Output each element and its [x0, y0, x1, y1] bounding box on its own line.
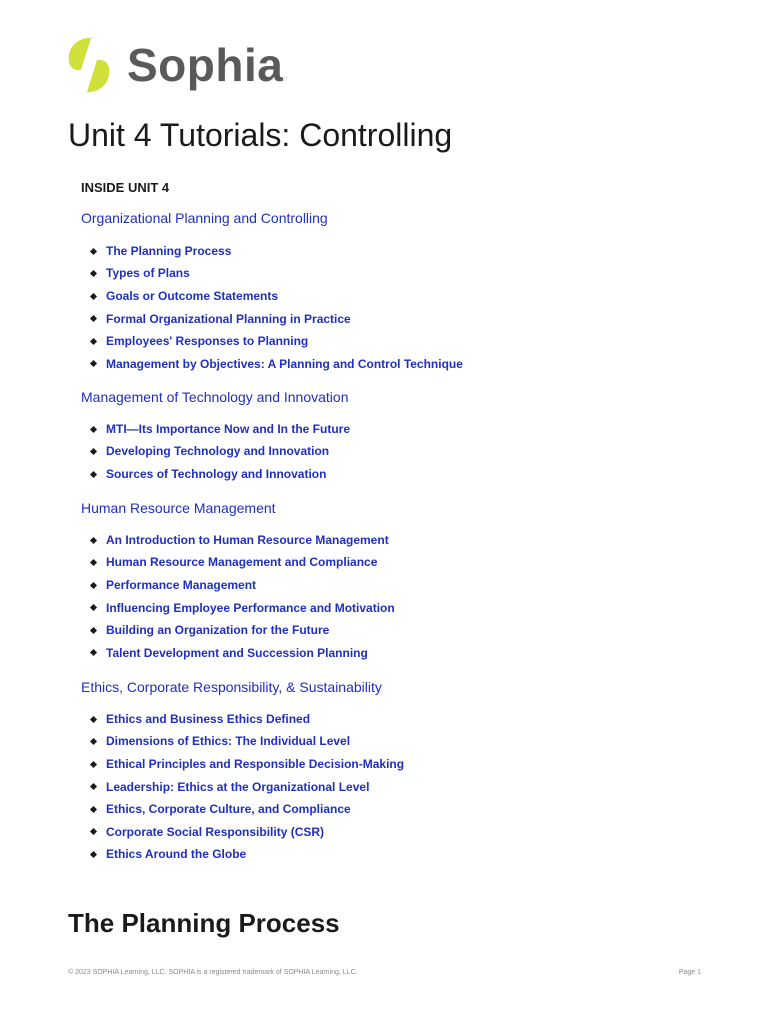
section-heading-planning[interactable]: Organizational Planning and Controlling [81, 210, 328, 226]
footer-page-number: Page 1 [678, 969, 701, 976]
list-item [91, 775, 404, 798]
sophia-logo-icon [67, 36, 111, 94]
topic-link[interactable]: Talent Development and Succession Planning [106, 645, 368, 660]
topic-list-hr [91, 529, 395, 665]
bullet-icon [90, 293, 97, 300]
footer-copyright: © 2023 SOPHIA Learning, LLC. SOPHIA is a registered trademark of SOPHIA Learning, LLC. [68, 969, 358, 976]
logo-trademark: . [285, 71, 288, 80]
list-item [91, 418, 350, 441]
bullet-icon [90, 783, 97, 790]
topic-link[interactable]: Developing Technology and Innovation [106, 444, 330, 459]
topic-link[interactable]: Corporate Social Responsibility (CSR) [106, 824, 325, 839]
list-item [91, 551, 395, 574]
topic-link[interactable]: Types of Plans [106, 266, 190, 281]
topic-link[interactable]: MTI—Its Importance Now and In the Future [106, 421, 351, 436]
bullet-icon [90, 425, 97, 432]
topic-list-technology [91, 418, 350, 486]
list-item [91, 708, 404, 731]
bullet-icon [90, 761, 97, 768]
topic-link[interactable]: Employees' Responses to Planning [106, 334, 309, 349]
topic-link[interactable]: An Introduction to Human Resource Management [106, 532, 389, 547]
bullet-icon [90, 536, 97, 543]
bullet-icon [90, 715, 97, 722]
bullet-icon [90, 649, 97, 656]
logo-wordmark: Sophia [127, 39, 284, 91]
section-title: The Planning Process [68, 908, 340, 938]
bullet-icon [90, 270, 97, 277]
bullet-icon [90, 338, 97, 345]
topic-link[interactable]: Ethics Around the Globe [106, 847, 247, 862]
bullet-icon [90, 604, 97, 611]
topic-link[interactable]: Human Resource Management and Compliance [106, 555, 378, 570]
list-item [91, 843, 404, 866]
bullet-icon [90, 471, 97, 478]
topic-link[interactable]: Dimensions of Ethics: The Individual Level [106, 734, 351, 749]
topic-list-ethics [91, 708, 404, 866]
topic-link[interactable]: Management by Objectives: A Planning and Control Technique [106, 356, 463, 371]
list-item [91, 641, 395, 664]
topic-link[interactable]: Leadership: Ethics at the Organizational Level [106, 779, 370, 794]
list-item [91, 820, 404, 843]
list-item [91, 330, 463, 353]
sophia-logo [67, 34, 288, 96]
bullet-icon [90, 559, 97, 566]
topic-link[interactable]: Ethics and Business Ethics Defined [106, 711, 311, 726]
section-heading-hr[interactable]: Human Resource Management [81, 500, 276, 516]
topic-link[interactable]: Performance Management [106, 577, 257, 592]
bullet-icon [90, 582, 97, 589]
page-title: Unit 4 Tutorials: Controlling [68, 117, 453, 153]
bullet-icon [90, 806, 97, 813]
list-item [91, 262, 463, 285]
topic-list-planning [91, 240, 463, 376]
bullet-icon [90, 828, 97, 835]
bullet-icon [90, 360, 97, 367]
topic-link[interactable]: Sources of Technology and Innovation [106, 466, 327, 481]
list-item [91, 529, 395, 552]
topic-link[interactable]: Building an Organization for the Future [106, 623, 330, 638]
bullet-icon [90, 247, 97, 254]
topic-link[interactable]: Goals or Outcome Statements [106, 288, 279, 303]
list-item [91, 730, 404, 753]
inside-unit-label: INSIDE UNIT 4 [81, 180, 170, 195]
topic-link[interactable]: The Planning Process [106, 243, 232, 258]
section-heading-ethics[interactable]: Ethics, Corporate Responsibility, & Sustainability [81, 679, 382, 695]
list-item [91, 352, 463, 375]
list-item [91, 753, 404, 776]
list-item [91, 619, 395, 642]
topic-link[interactable]: Ethical Principles and Responsible Decision-Making [106, 756, 405, 771]
bullet-icon [90, 627, 97, 634]
bullet-icon [90, 851, 97, 858]
list-item [91, 440, 350, 463]
topic-link[interactable]: Ethics, Corporate Culture, and Compliance [106, 802, 351, 817]
list-item [91, 463, 350, 486]
list-item [91, 798, 404, 821]
list-item [91, 596, 395, 619]
list-item [91, 574, 395, 597]
bullet-icon [90, 315, 97, 322]
section-heading-technology[interactable]: Management of Technology and Innovation [81, 389, 349, 405]
list-item [91, 240, 463, 263]
list-item [91, 307, 463, 330]
topic-link[interactable]: Formal Organizational Planning in Practice [106, 311, 351, 326]
bullet-icon [90, 448, 97, 455]
list-item [91, 285, 463, 308]
topic-link[interactable]: Influencing Employee Performance and Motivation [106, 600, 395, 615]
bullet-icon [90, 738, 97, 745]
